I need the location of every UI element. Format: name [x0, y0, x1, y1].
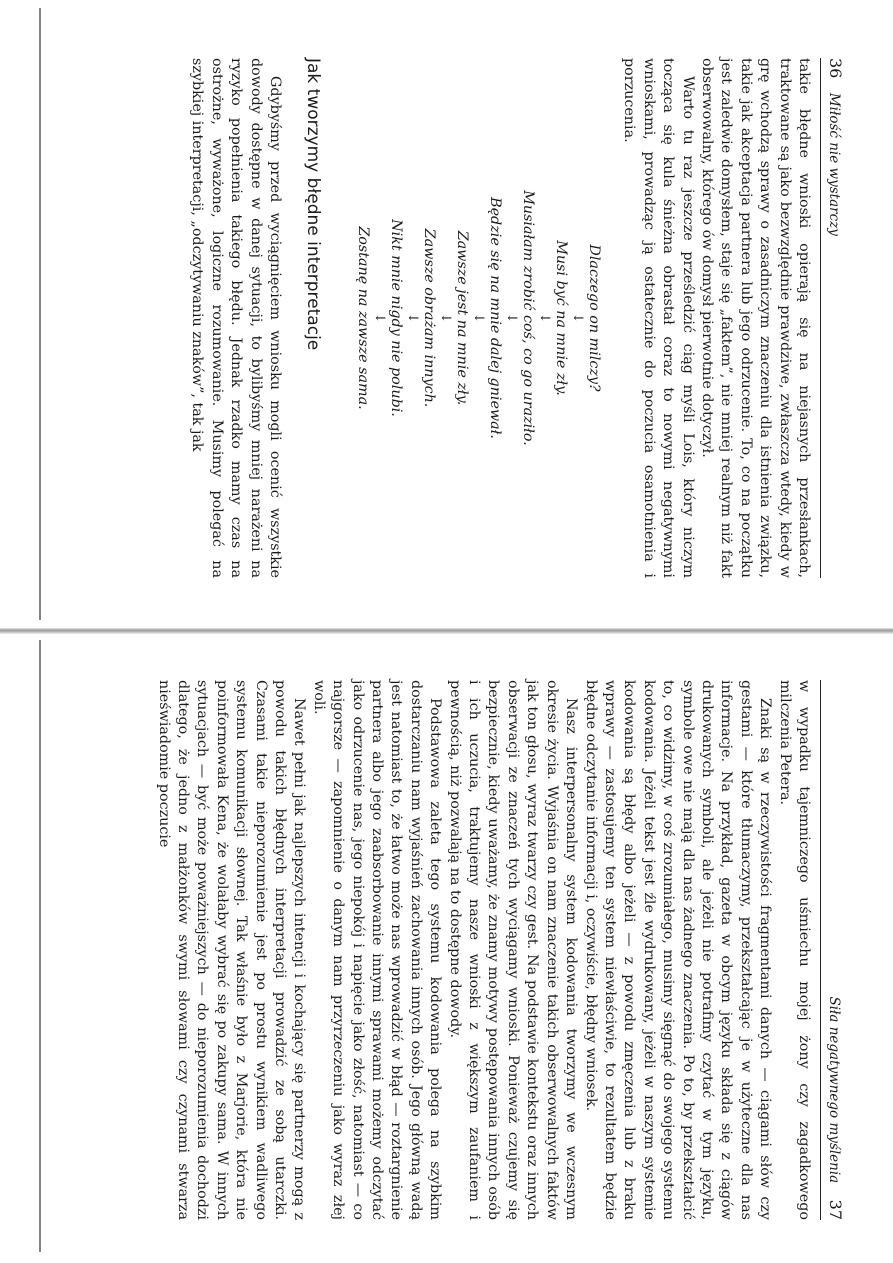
running-title: Miłość nie wystarczy — [826, 92, 842, 236]
thought-step: Nikt mnie nigdy nie polubi. — [387, 219, 404, 417]
scan-edge-line — [39, 640, 41, 1252]
thought-step: Zawsze jest na mnie zły. — [453, 230, 470, 406]
paragraph: Nawet pełni jak najlepszych intencji i kochający się partnerzy mogą z powodu takich błędnych interpretacji prowadzić ze sobą utarczki. Czasami takie nieporozumienie jest po prostu wynikiem wadliwego systemu komunikacji słownej. Tak właśnie było z Marjorie, która nie poinformowała Kena, że wolałaby wybrać się po zakupy sama. W innych sytuacjach — być może poważniejszych — do nieporozumienia dochodzi dlatego, że jedno z małżonków swymi słowami czy czynami stwarza nieświadomie poczucie — [155, 680, 308, 1220]
thought-step: Musi być na mnie zły. — [552, 240, 569, 396]
paragraph: Znaki są w rzeczywistości fragmentami danych — ciągami słów czy gestami — które tłumaczymy, przekształcając je w użyteczne dla nas informacje. Na przykład, gazeta w obcym języku składa się z ciągów drukowanych symboli, ale jeżeli nie potrafimy czytać w tym języku, symbole owe nie mają dla nas żadnego znaczenia. Po to, by przekształcić to, co widzimy, w coś zrozumiałego, musimy sięgnąć do swojego systemu kodowania. Jeżeli tekst jest źle wydrukowany, jeżeli w naszym systemie kodowania są błędy albo jeżeli — z powodu zmęczenia lub z braku wprawy — zastosujemy ten system niewłaściwie, to rezultatem będzie błędne odczytanie informacji i, oczywiście, błędny wniosek. — [582, 680, 774, 1220]
thought-step: Dlaczego on milczy? — [585, 244, 602, 392]
down-arrow-icon: ↓ — [404, 312, 420, 324]
right-page — [0, 632, 893, 1263]
paragraph: Nasz interpersonalny system kodowania tworzymy we wczesnym okresie życia. Wyjaśnia on nam znaczenie takich obserwowalnych faktów jak ton głosu, wyraz twarzy czy gest. Na podstawie kontekstu oraz innych obserwacji ze znaczeń tych wyciągamy wnioski. Ponieważ czujemy się bezpiecznie, kiedy uważamy, że znamy motywy postępowania innych osób i ich uczucia, traktujemy nasze wnioski z większym zaufaniem i pewnością, niż pozwalają na to dostępne dowody. — [446, 680, 580, 1220]
left-page-body — [187, 58, 813, 578]
down-arrow-icon: ↓ — [503, 312, 519, 324]
left-page-header — [823, 58, 845, 578]
down-arrow-icon: ↓ — [569, 312, 585, 324]
page-number: 36 — [826, 58, 845, 79]
thought-step: Zawsze obrażam innych. — [420, 228, 437, 408]
thought-step: Zostanę na zawsze sama. — [354, 226, 371, 410]
page-number: 37 — [826, 1199, 845, 1220]
header-rule — [820, 680, 821, 1220]
down-arrow-icon: ↓ — [470, 312, 486, 324]
running-title: Siła negatywnego myślenia — [826, 996, 842, 1184]
paragraph: Gdybyśmy przed wyciągnięciem wniosku mogli ocenić wszystkie dowody dostępne w danej sytuacji, to bylibyśmy mniej narażeni na ryzyko popełnienia takiego błędu. Jednak rzadko mamy czas na ostrożne, wyważone, logiczne rozumowanie. Musimy polegać na szybkiej interpretacji, „odczytywaniu znaków”, tak jak — [189, 58, 283, 578]
section-heading: Jak tworzymy błędne interpretacje — [302, 58, 323, 351]
paragraph: w wypadku tajemniczego uśmiechu mojej żony czy zagadkowego milczenia Petera. — [776, 680, 812, 1220]
thought-step: Musiałam zrobić coś, co go uraziło. — [519, 190, 536, 446]
down-arrow-icon: ↓ — [437, 312, 453, 324]
down-arrow-icon: ↓ — [536, 312, 552, 324]
right-page-body — [153, 680, 813, 1220]
paragraph: takie błędne wnioski opierają się na niejasnych przesłankach, traktowane są jako bezwzględnie prawdziwe, zwłaszcza wtedy, kiedy w grę wchodzą sprawy o zasadniczym znaczeniu dla istnienia związku, takie jak akceptacja partnera lub jego odrzucenie. To, co na początku jest zaledwie domysłem, staje się „faktem”, nie mniej realnym niż fakt obserwowalny, którego ów domysł pierwotnie dotyczył. — [698, 58, 812, 578]
down-arrow-icon: ↓ — [371, 312, 387, 324]
header-rule — [820, 58, 821, 578]
thought-step: Będzie się na mnie dalej gniewał. — [486, 197, 503, 439]
thought-chain — [354, 58, 603, 578]
scan-edge-line — [39, 8, 41, 620]
paragraph: Podstawowa zaleta tego systemu kodowania polega na szybkim dostarczaniu nam wyjaśnień zachowania innych osób. Jego główną wadą jest natomiast to, że łatwo może nas wprowadzić w błąd — roztargnienie partnera albo jego zaabsorbowanie innymi sprawami możemy odczytać jako odrzucenie nas, jego niepokój i napięcie jako złość, natomiast — co najgorsze — zapomnienie o danym nam przyrzeczeniu jako wyraz złej woli. — [310, 680, 444, 1220]
paragraph: Warto tu raz jeszcze prześledzić ciąg myśli Lois, który niczym tocząca się kula śnieżna obrastał coraz to nowymi negatywnymi wnioskami, prowadząc ją ostatecznie do poczucia osamotnienia i porzucenia. — [621, 58, 696, 578]
right-page-header — [823, 680, 845, 1220]
